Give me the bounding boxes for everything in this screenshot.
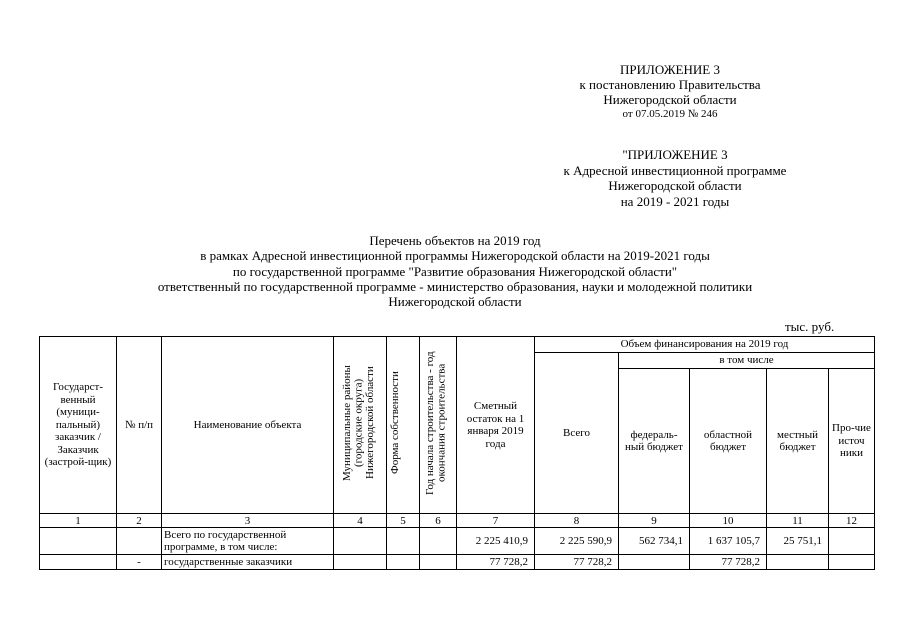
header-including: в том числе bbox=[619, 353, 875, 369]
heading-line-2: в рамках Адресной инвестиционной программы Нижегородской области на 2019-2021 годы bbox=[200, 248, 710, 264]
column-number: 9 bbox=[619, 514, 690, 528]
cell-district bbox=[334, 555, 387, 570]
cell-customer bbox=[40, 555, 117, 570]
header-local: местный бюджет bbox=[767, 369, 829, 514]
heading-line-4: ответственный по государственной программе - министерство образования, науки и молодежной политики bbox=[157, 278, 753, 294]
column-number: 8 bbox=[535, 514, 619, 528]
cell-num bbox=[117, 528, 162, 555]
cell-other bbox=[829, 555, 875, 570]
program-region-line: Нижегородской области bbox=[608, 178, 742, 193]
cell-years bbox=[420, 528, 457, 555]
header-balance: Сметный остаток на 1 января 2019 года bbox=[457, 337, 535, 514]
header-customer: Государст-венный (муници-пальный) заказчик / Заказчик (застрой-щик) bbox=[40, 337, 117, 514]
header-district-text: Муниципальные районы (городские округа) Нижегородской области bbox=[341, 365, 376, 482]
cell-other bbox=[829, 528, 875, 555]
objects-table bbox=[39, 336, 875, 570]
heading-line-5: Нижегородской области bbox=[388, 294, 522, 310]
column-number: 1 bbox=[40, 514, 117, 528]
appendix-date-line: от 07.05.2019 № 246 bbox=[622, 108, 718, 120]
header-years bbox=[420, 337, 457, 514]
cell-years bbox=[420, 555, 457, 570]
cell-ownership bbox=[387, 528, 420, 555]
column-number: 2 bbox=[117, 514, 162, 528]
cell-balance: 2 225 410,9 bbox=[457, 528, 535, 555]
column-number: 5 bbox=[387, 514, 420, 528]
document-heading bbox=[30, 233, 880, 309]
cell-total: 2 225 590,9 bbox=[535, 528, 619, 555]
heading-line-3: по государственной программе "Развитие образования Нижегородской области" bbox=[232, 263, 678, 279]
header-num: № п/п bbox=[117, 337, 162, 514]
heading-title: Перечень объектов на 2019 год bbox=[369, 233, 541, 248]
column-number: 3 bbox=[162, 514, 334, 528]
program-appendix-title: "ПРИЛОЖЕНИЕ 3 bbox=[622, 147, 728, 162]
program-appendix-line: к Адресной инвестиционной программе bbox=[563, 162, 787, 178]
table-row bbox=[40, 555, 875, 570]
cell-num: - bbox=[117, 555, 162, 570]
header-federal: федераль-ный бюджет bbox=[619, 369, 690, 514]
cell-balance: 77 728,2 bbox=[457, 555, 535, 570]
cell-federal: 562 734,1 bbox=[619, 528, 690, 555]
cell-local: 25 751,1 bbox=[767, 528, 829, 555]
column-number: 11 bbox=[767, 514, 829, 528]
appendix-program-header bbox=[510, 147, 840, 209]
table-row bbox=[40, 528, 875, 555]
header-financing: Объем финансирования на 2019 год bbox=[535, 337, 875, 353]
header-ownership-text: Форма собственности bbox=[389, 371, 401, 475]
cell-ownership bbox=[387, 555, 420, 570]
column-number: 10 bbox=[690, 514, 767, 528]
cell-customer bbox=[40, 528, 117, 555]
header-other: Про-чие источ ники bbox=[829, 369, 875, 514]
cell-regional: 77 728,2 bbox=[690, 555, 767, 570]
program-years-line: на 2019 - 2021 годы bbox=[620, 193, 730, 209]
header-years-text: Год начала строительства - год окончания строительства bbox=[424, 351, 448, 496]
header-total: Всего bbox=[535, 353, 619, 514]
appendix-region-line: Нижегородской области bbox=[603, 92, 737, 107]
cell-name: Всего по государственной программе, в том числе: bbox=[162, 528, 334, 555]
cell-federal bbox=[619, 555, 690, 570]
column-number: 6 bbox=[420, 514, 457, 528]
column-number: 4 bbox=[334, 514, 387, 528]
header-row bbox=[40, 337, 875, 353]
header-ownership bbox=[387, 337, 420, 514]
header-district bbox=[334, 337, 387, 514]
appendix-resolution-line: к постановлению Правительства bbox=[579, 77, 761, 92]
column-number-row bbox=[40, 514, 875, 528]
cell-name: государственные заказчики bbox=[162, 555, 334, 570]
cell-district bbox=[334, 528, 387, 555]
header-name: Наименование объекта bbox=[162, 337, 334, 514]
column-number: 7 bbox=[457, 514, 535, 528]
cell-regional: 1 637 105,7 bbox=[690, 528, 767, 555]
cell-local bbox=[767, 555, 829, 570]
appendix-title: ПРИЛОЖЕНИЕ 3 bbox=[620, 62, 720, 77]
appendix-resolution-header bbox=[500, 62, 840, 122]
column-number: 12 bbox=[829, 514, 875, 528]
cell-total: 77 728,2 bbox=[535, 555, 619, 570]
header-regional: областной бюджет bbox=[690, 369, 767, 514]
unit-label: тыс. руб. bbox=[785, 319, 835, 334]
